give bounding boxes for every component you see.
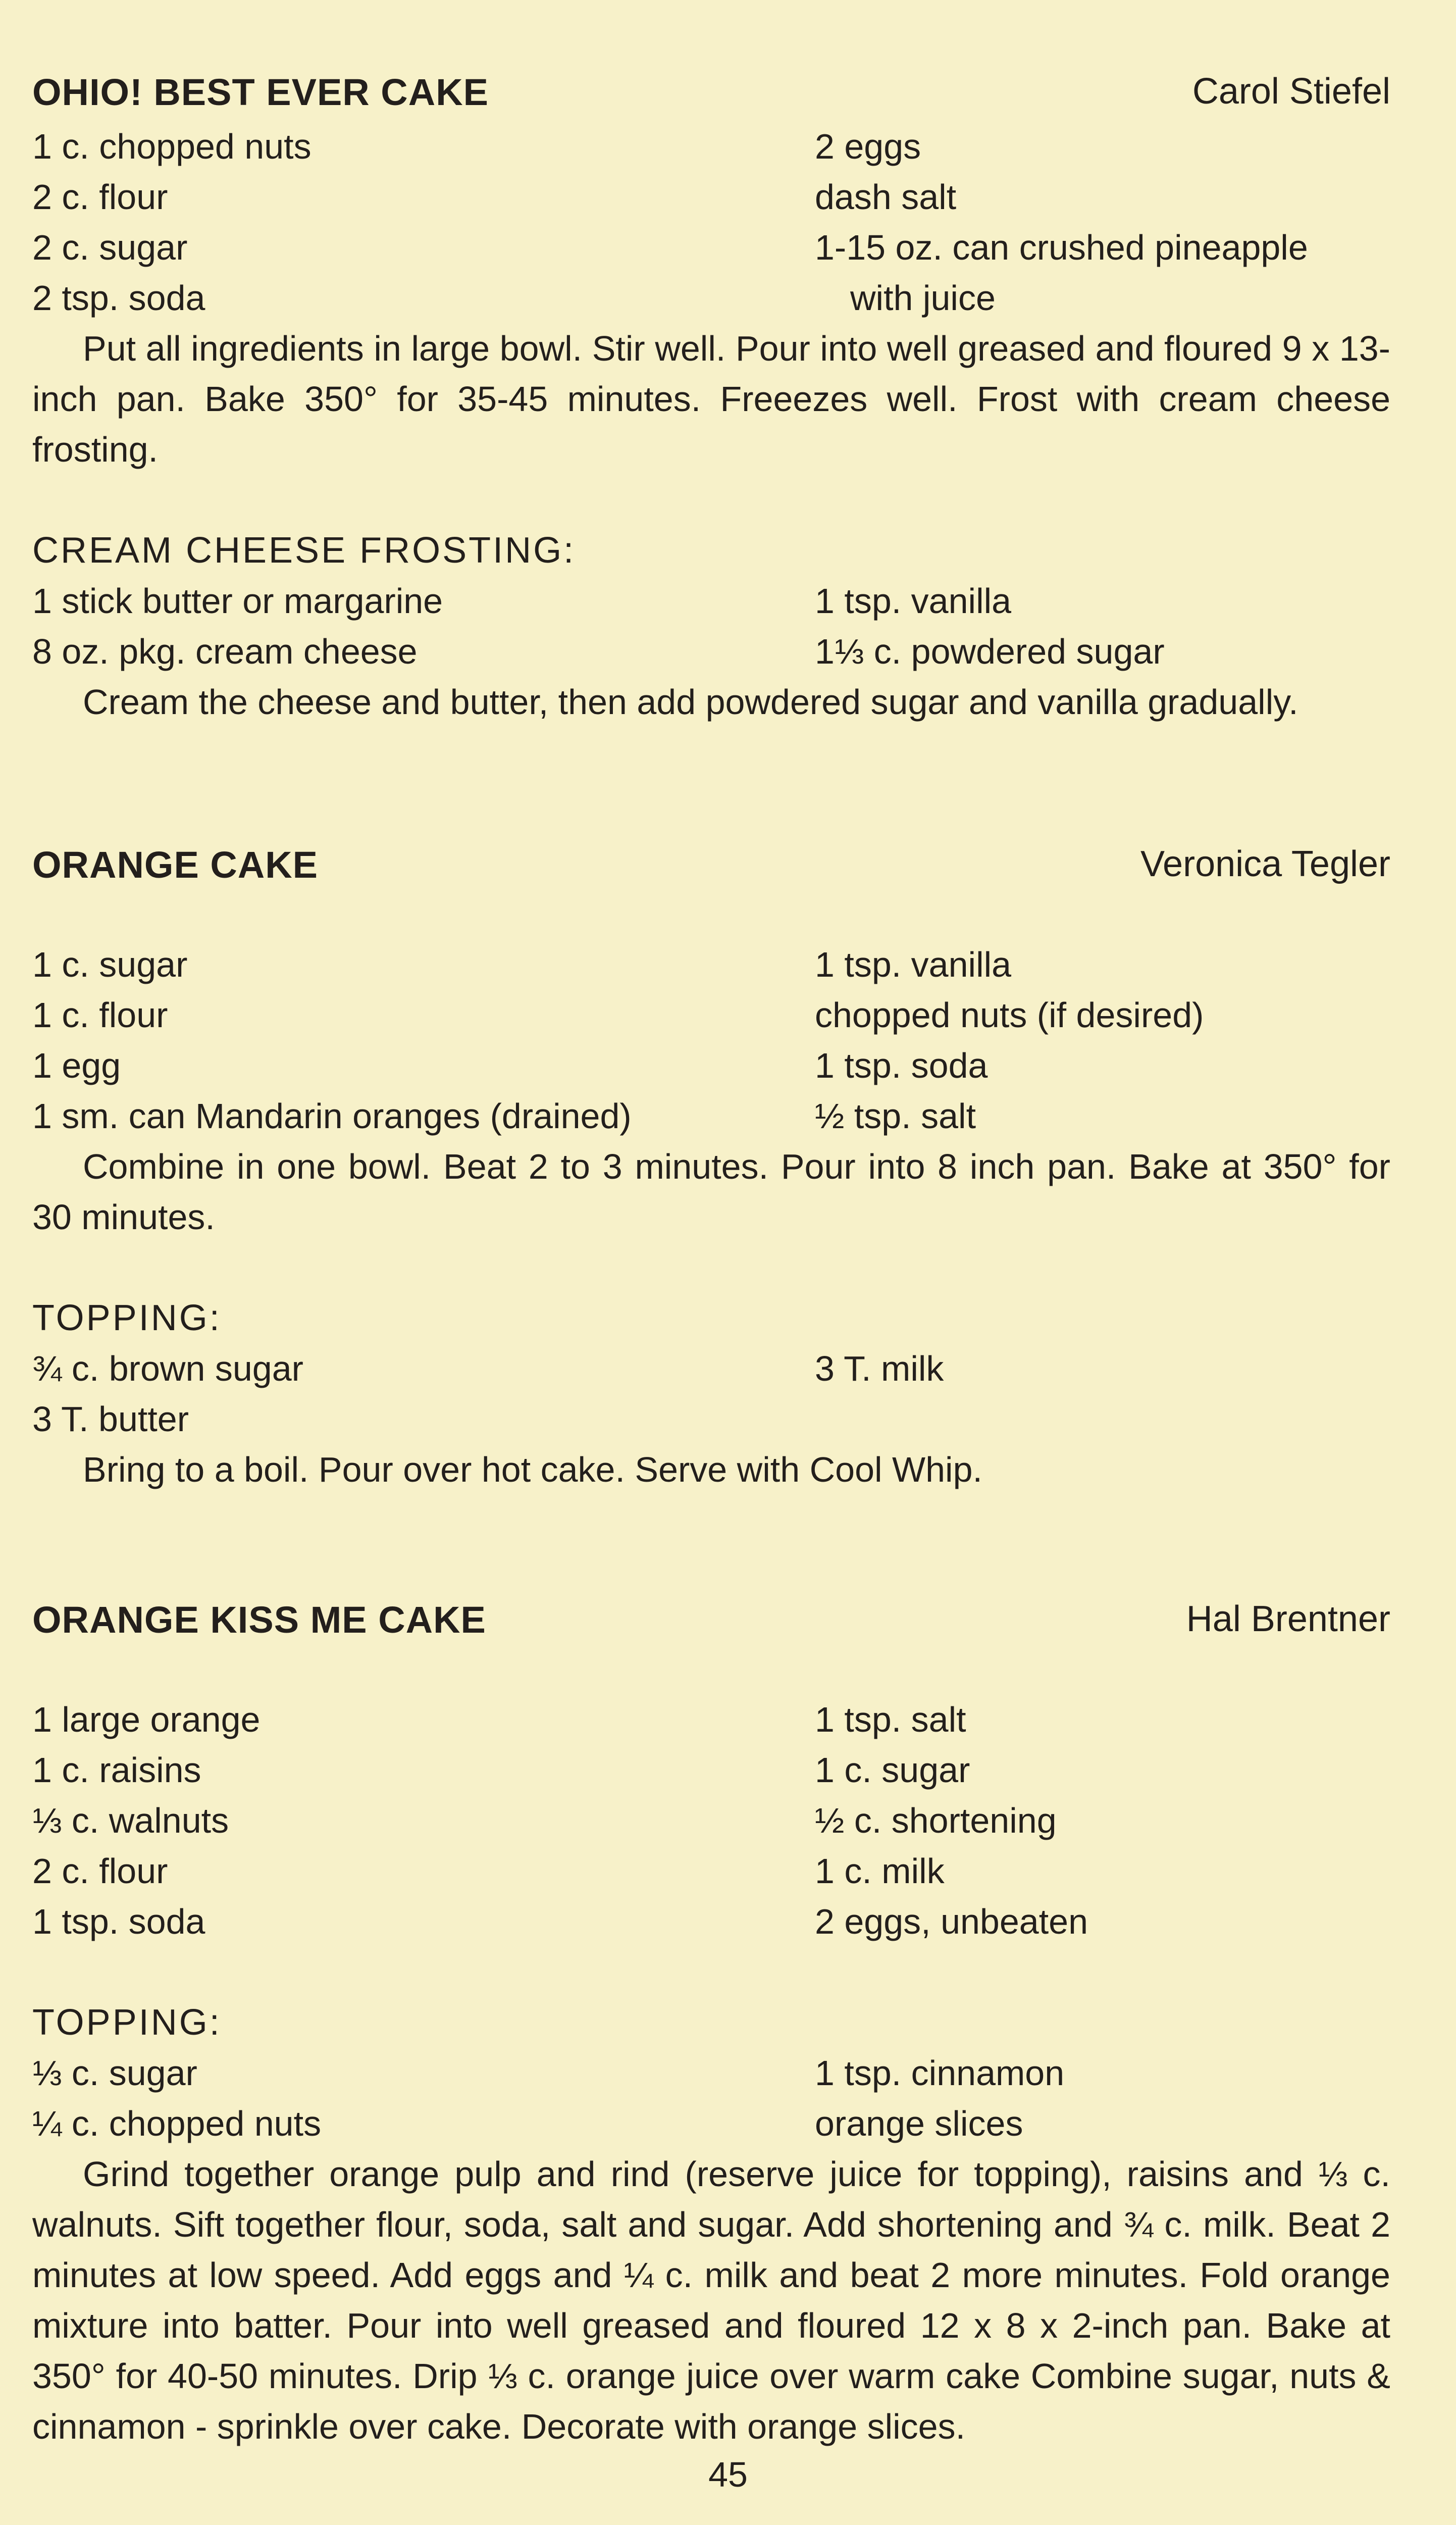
ingredient: 2 tsp. soda — [32, 278, 205, 318]
ingredient-row — [32, 1091, 1390, 1141]
ingredient: ⅓ c. walnuts — [32, 1801, 229, 1840]
ingredient-list — [32, 939, 1390, 1141]
recipe-header — [32, 843, 1390, 889]
recipe-author: Carol Stiefel — [1192, 71, 1390, 112]
ingredient-row — [32, 1040, 1390, 1091]
ingredient: 1 sm. can Mandarin oranges (drained) — [32, 1096, 632, 1136]
ingredient: 1-15 oz. can crushed pineapple — [815, 228, 1308, 267]
ingredient: ½ tsp. salt — [815, 1096, 976, 1136]
ingredient-list — [32, 1694, 1390, 1947]
recipe-directions: Combine in one bowl. Beat 2 to 3 minutes. Pour into 8 inch pan. Bake at 350° for 30 minutes. — [32, 1147, 1390, 1237]
ingredient: 1 c. milk — [815, 1851, 945, 1891]
sub-directions: Bring to a boil. Pour over hot cake. Serve with Cool Whip. — [83, 1450, 982, 1489]
ingredient: 1 large orange — [32, 1700, 261, 1739]
ingredient: 1 c. flour — [32, 995, 168, 1035]
ingredient-row — [32, 172, 1390, 222]
ingredient-row — [32, 1795, 1390, 1846]
ingredient: 1⅓ c. powdered sugar — [815, 632, 1165, 671]
ingredient: 1 egg — [32, 1046, 121, 1085]
ingredient: with juice — [850, 278, 996, 318]
ingredient-list — [32, 121, 1390, 323]
sub-heading: CREAM CHEESE FROSTING: — [32, 530, 576, 571]
ingredient-row — [32, 1343, 1390, 1394]
ingredient-row — [32, 222, 1390, 273]
ingredient: 2 c. flour — [32, 1851, 168, 1891]
ingredient-row — [32, 1896, 1390, 1947]
ingredient: 1 stick butter or margarine — [32, 581, 443, 621]
ingredient: 1 c. raisins — [32, 1750, 201, 1790]
recipe-header — [32, 71, 1390, 116]
ingredient: 2 c. sugar — [32, 228, 188, 267]
ingredient: 1 c. sugar — [32, 945, 188, 984]
ingredient: 1 tsp. soda — [815, 1046, 988, 1085]
ingredient-row — [32, 2098, 1390, 2149]
ingredient-row — [32, 2048, 1390, 2098]
recipe-directions: Put all ingredients in large bowl. Stir well. Pour into well greased and floured 9 x 13-inch pan. Bake 350° for 35-45 minutes. Freeezes well. Frost with cream cheese frosting. — [32, 329, 1390, 469]
ingredient-row — [32, 1846, 1390, 1896]
recipe-title: ORANGE KISS ME CAKE — [32, 1599, 486, 1641]
ingredient-row — [32, 576, 1390, 626]
ingredient: ¾ c. brown sugar — [32, 1349, 303, 1388]
ingredient: 1 tsp. cinnamon — [815, 2053, 1065, 2093]
ingredient-row — [32, 1694, 1390, 1745]
ingredient: 2 eggs — [815, 127, 921, 166]
page-number: 45 — [708, 2455, 748, 2494]
recipe-header — [32, 1598, 1390, 1644]
ingredient: orange slices — [815, 2104, 1023, 2143]
recipe-author: Veronica Tegler — [1140, 844, 1390, 884]
ingredient: 1 c. sugar — [815, 1750, 970, 1790]
recipe-title: OHIO! BEST EVER CAKE — [32, 71, 489, 113]
ingredient-row — [32, 939, 1390, 990]
ingredient: dash salt — [815, 177, 957, 217]
recipe-orange-kiss-me-cake — [32, 1598, 1390, 2452]
ingredient: 2 eggs, unbeaten — [815, 1902, 1088, 1941]
sub-directions: Grind together orange pulp and rind (reserve juice for topping), raisins and ⅓ c. walnuts. Sift together flour, soda, salt and sugar. Add shortening and ¾ c. milk. Beat 2 minutes at low speed. Add eggs and ¼ c. milk and beat 2 more minutes. Fold orange mixture into batter. Pour into well greased and floured 12 x 8 x 2-inch pan. Bake at 350° for 40-50 minutes. Drip ⅓ c. orange juice over warm cake Combine sugar, nuts & cinnamon - sprinkle over cake. Decorate with orange slices. — [32, 2154, 1390, 2446]
ingredient: chopped nuts (if desired) — [815, 995, 1204, 1035]
ingredient: ½ c. shortening — [815, 1801, 1057, 1840]
ingredient: 3 T. butter — [32, 1399, 189, 1439]
recipe-ohio-best-ever-cake — [32, 71, 1390, 727]
ingredient-row — [32, 121, 1390, 172]
recipe-orange-cake — [32, 843, 1390, 1495]
ingredient: 2 c. flour — [32, 177, 168, 217]
ingredient: 1 c. chopped nuts — [32, 127, 311, 166]
ingredient-row — [32, 1394, 1390, 1444]
ingredient-row — [32, 1745, 1390, 1795]
recipe-author: Hal Brentner — [1186, 1599, 1390, 1639]
sub-heading: TOPPING: — [32, 2002, 222, 2043]
ingredient-row — [32, 273, 1390, 323]
recipe-title: ORANGE CAKE — [32, 844, 319, 886]
ingredient: 1 tsp. vanilla — [815, 945, 1012, 984]
ingredient: 1 tsp. soda — [32, 1902, 205, 1941]
ingredient-row — [32, 990, 1390, 1040]
ingredient: ¼ c. chopped nuts — [32, 2104, 322, 2143]
ingredient: ⅓ c. sugar — [32, 2053, 197, 2093]
ingredient: 8 oz. pkg. cream cheese — [32, 632, 418, 671]
ingredient: 1 tsp. vanilla — [815, 581, 1012, 621]
ingredient: 3 T. milk — [815, 1349, 944, 1388]
ingredient: 1 tsp. salt — [815, 1700, 966, 1739]
ingredient-row — [32, 626, 1390, 677]
sub-directions: Cream the cheese and butter, then add powdered sugar and vanilla gradually. — [83, 682, 1298, 722]
sub-heading: TOPPING: — [32, 1298, 222, 1338]
